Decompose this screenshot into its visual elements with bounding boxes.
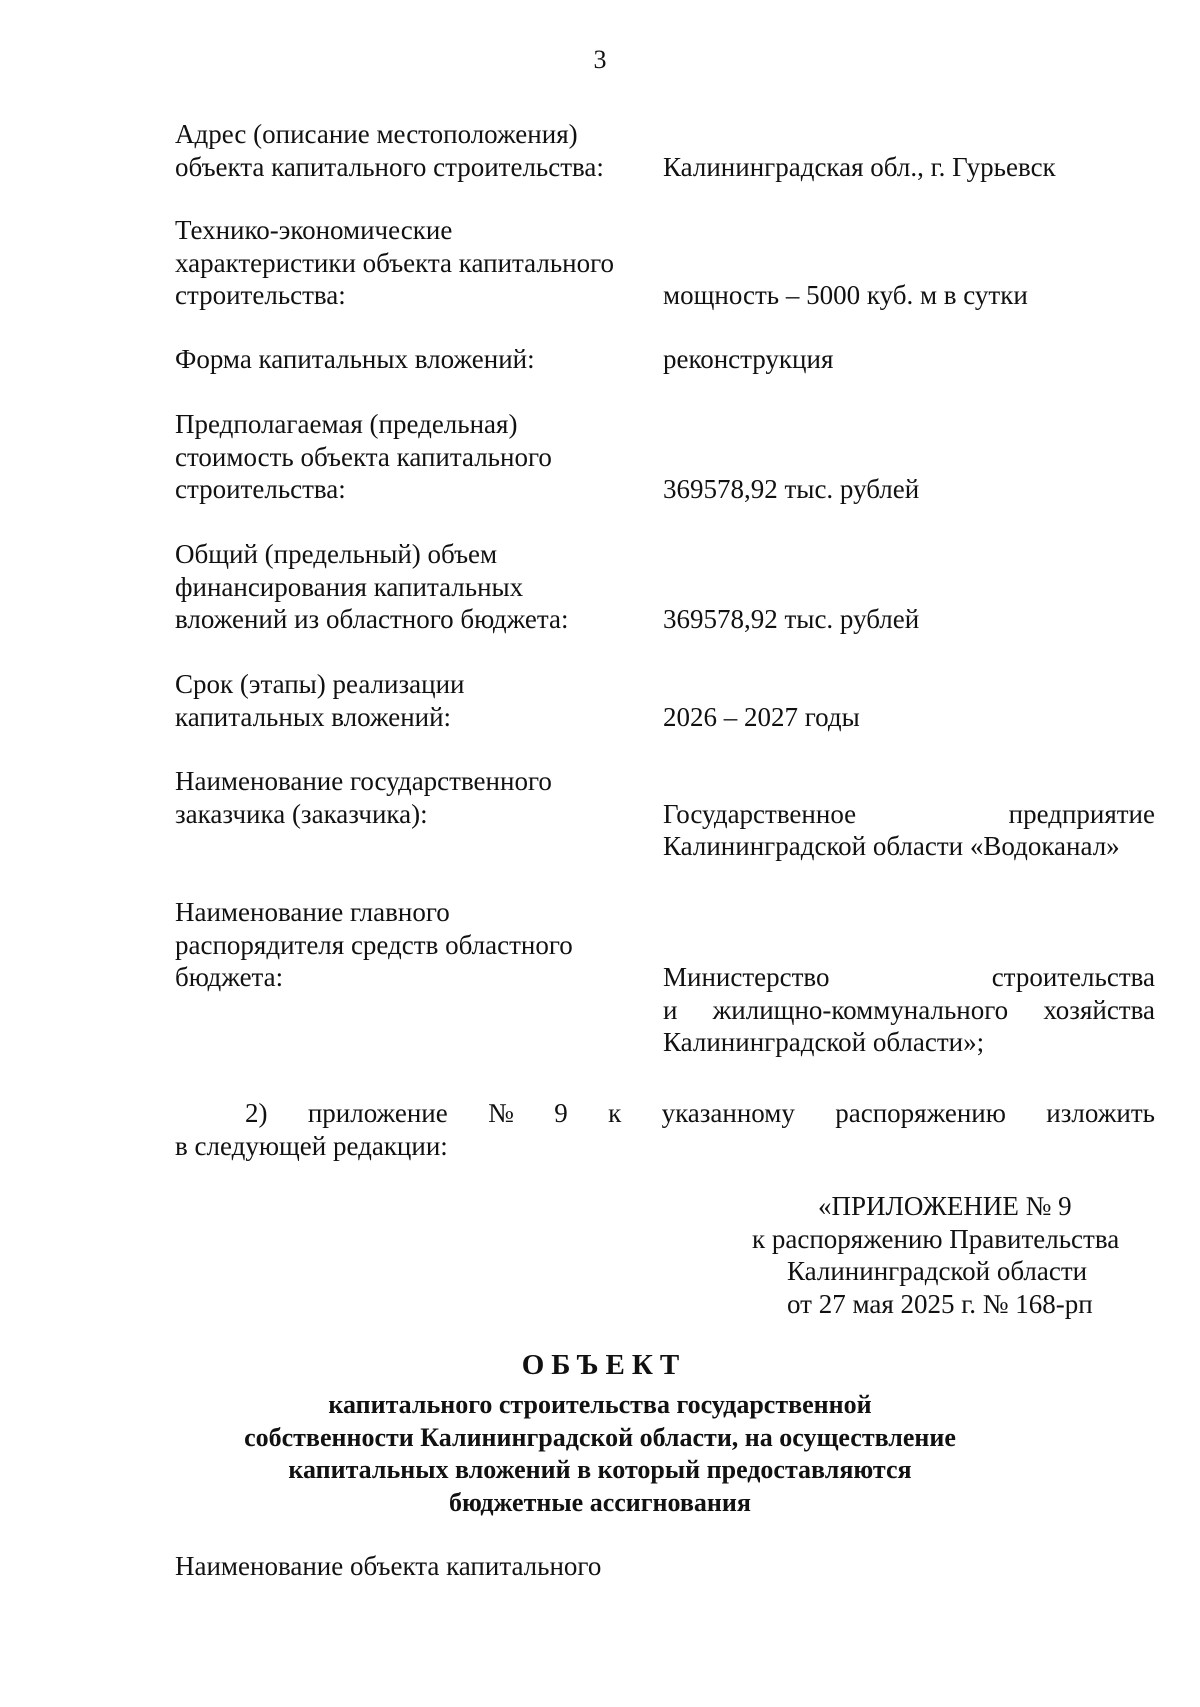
paragraph-word: 2) — [245, 1098, 268, 1128]
paragraph-line — [175, 1097, 1155, 1130]
field-value-line: мощность – 5000 куб. м в сутки — [663, 280, 1028, 310]
field-value-line — [663, 798, 1155, 831]
field-value — [663, 151, 1155, 184]
paragraph-word: распоряжению — [835, 1098, 1006, 1128]
document-subtitle-line: капитальных вложений в который предоставляются — [288, 1455, 912, 1484]
field-label-line: Наименование объекта капитального — [175, 1551, 602, 1581]
field-value-word: строительства — [991, 962, 1155, 992]
paragraph-word: 9 — [554, 1098, 568, 1128]
field-label-line: объекта капитального строительства: — [175, 151, 604, 182]
field-label-line: Общий (предельный) объем — [175, 539, 498, 569]
field-value — [663, 279, 1155, 312]
paragraph-word: изложить — [1046, 1098, 1155, 1128]
field-value-line: 369578,92 тыс. рублей — [663, 474, 920, 504]
paragraph-word: к — [608, 1098, 622, 1128]
field-label — [175, 118, 645, 183]
field-label — [175, 538, 645, 636]
paragraph-line: в следующей редакции: — [175, 1130, 448, 1161]
document-subtitle — [0, 1389, 1200, 1519]
appendix-title: «ПРИЛОЖЕНИЕ № 9 — [818, 1191, 1072, 1221]
field-value-word: и — [663, 994, 678, 1025]
field-label-line: характеристики объекта капитального — [175, 247, 615, 278]
field-label-line: Форма капитальных вложений: — [175, 344, 535, 374]
document-title-block — [0, 1347, 1200, 1519]
field-value-word: хозяйства — [1043, 994, 1155, 1025]
field-value — [663, 473, 1155, 506]
appendix-reference: к распоряжению Правительства — [752, 1223, 1120, 1254]
appendix-date: от 27 мая 2025 г. № 168-рп — [787, 1288, 1093, 1319]
field-label-line: строительства: — [175, 474, 346, 504]
field-value-word: Министерство — [663, 962, 830, 992]
page-number: 3 — [593, 45, 607, 74]
field-label-line: Технико-экономические — [175, 215, 453, 245]
paragraph-word: № — [488, 1098, 514, 1128]
field-label-line: Предполагаемая (предельная) — [175, 409, 518, 439]
document-title: ОБЪЕКТ — [521, 1349, 687, 1381]
field-label-line: стоимость объекта капитального — [175, 441, 552, 472]
field-label — [175, 896, 645, 994]
field-label-line: распорядителя средств областного — [175, 929, 573, 960]
field-value-line: 2026 – 2027 годы — [663, 701, 860, 732]
paragraph-word: указанному — [661, 1098, 795, 1128]
field-value-line — [663, 994, 1155, 1027]
field-label-line: заказчика (заказчика): — [175, 798, 428, 829]
appendix-region: Калининградской области — [787, 1256, 1088, 1286]
field-label-line: капитальных вложений: — [175, 701, 452, 732]
field-label-line: бюджета: — [175, 962, 284, 992]
field-label-line: вложений из областного бюджета: — [175, 604, 569, 634]
field-value-word: жилищно-коммунального — [712, 994, 1009, 1025]
field-value-line: Калининградская обл., г. Гурьевск — [663, 151, 1056, 182]
appendix-header — [700, 1190, 1200, 1320]
field-value — [663, 798, 1155, 863]
field-label-line: строительства: — [175, 280, 346, 310]
field-value — [663, 961, 1155, 1059]
field-value — [663, 603, 1155, 636]
field-value — [663, 701, 1155, 734]
field-value-line — [663, 961, 1155, 994]
field-label-line: финансирования капитальных — [175, 571, 524, 602]
field-label-line: Адрес (описание местоположения) — [175, 119, 578, 149]
field-label — [175, 214, 645, 312]
field-value-line: Калининградской области «Водоканал» — [663, 831, 1120, 861]
field-value-word: Государственное — [663, 798, 857, 829]
field-label — [175, 343, 645, 376]
field-label-line: Наименование главного — [175, 897, 450, 927]
field-value-line: Калининградской области»; — [663, 1027, 985, 1057]
field-value-line: 369578,92 тыс. рублей — [663, 604, 920, 634]
document-subtitle-line: бюджетные ассигнования — [449, 1487, 751, 1517]
field-label — [175, 668, 645, 733]
document-subtitle-line: собственности Калининградской области, на осуществление — [244, 1422, 956, 1452]
field-label-line: Срок (этапы) реализации — [175, 669, 465, 699]
body-paragraph — [175, 1097, 1155, 1162]
paragraph-word: приложение — [307, 1098, 448, 1128]
field-label — [175, 765, 645, 830]
document-subtitle-line: капитального строительства государственной — [328, 1390, 872, 1419]
field-label-line: Наименование государственного — [175, 766, 552, 796]
field-value-word: предприятие — [1008, 798, 1155, 829]
field-value-line: реконструкция — [663, 344, 834, 374]
field-label — [175, 408, 645, 506]
field-value — [663, 343, 1155, 376]
